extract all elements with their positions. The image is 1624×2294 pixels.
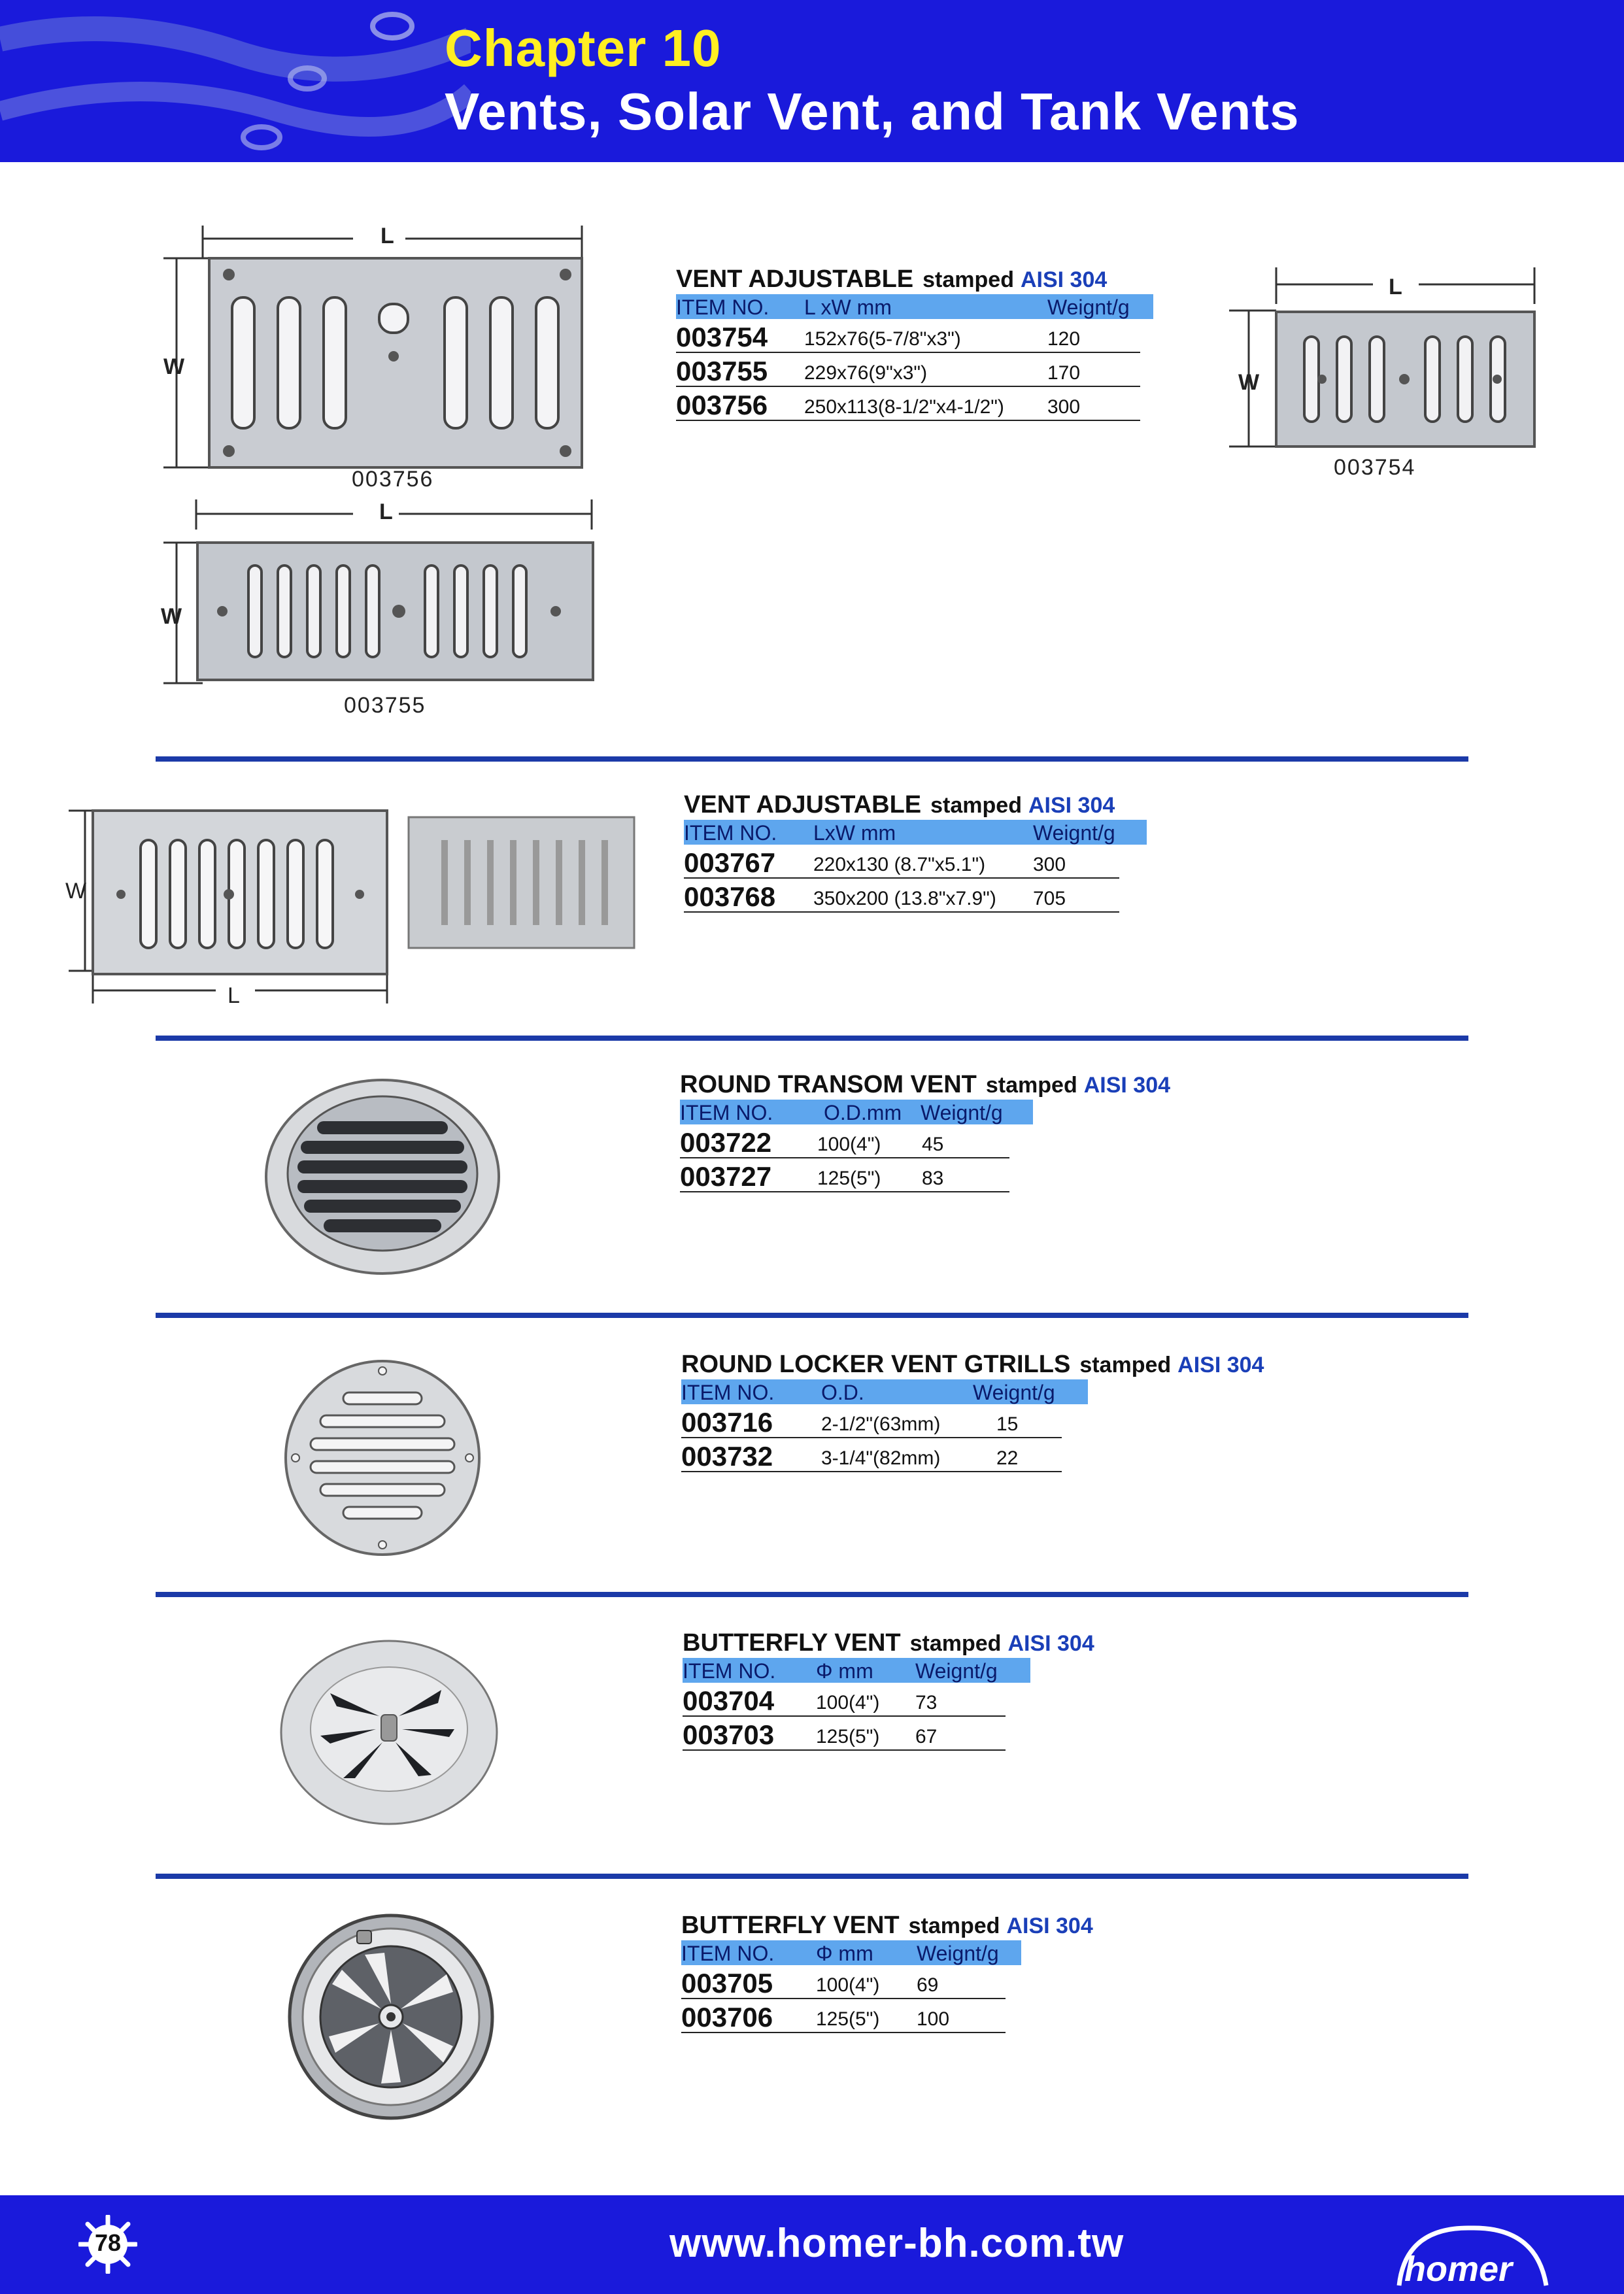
product-round-transom-vent bbox=[680, 1070, 1171, 1192]
vent-adjustable-large-drawing bbox=[59, 804, 660, 1007]
item-code: 003756 bbox=[676, 390, 768, 420]
item-weight: 170 bbox=[1047, 362, 1081, 384]
table-header bbox=[676, 294, 1153, 319]
product-title-line bbox=[680, 1070, 1171, 1100]
col-size: O.D.mm bbox=[824, 1101, 902, 1124]
item-size: 229x76(9"x3") bbox=[804, 362, 928, 384]
item-code: 003768 bbox=[684, 881, 776, 912]
product-title: VENT ADJUSTABLE bbox=[676, 265, 914, 293]
dimension-label-l: L bbox=[379, 499, 394, 524]
table-row bbox=[684, 879, 1119, 913]
logo-text: homer bbox=[1404, 2250, 1513, 2289]
vent-003755-drawing bbox=[157, 497, 667, 686]
table-row bbox=[683, 1717, 1006, 1751]
product-title: BUTTERFLY VENT bbox=[683, 1629, 901, 1657]
item-code: 003722 bbox=[680, 1127, 772, 1158]
dimension-label-l: L bbox=[228, 983, 241, 1008]
page-footer bbox=[0, 2195, 1624, 2294]
butterfly-vent-flat-image bbox=[278, 1638, 500, 1827]
item-size: 100(4") bbox=[816, 1692, 880, 1713]
item-code: 003755 bbox=[676, 356, 768, 386]
chapter-header bbox=[0, 0, 1624, 162]
caption-003756: 003756 bbox=[352, 467, 434, 492]
item-size: 100(4") bbox=[817, 1134, 881, 1155]
product-title: VENT ADJUSTABLE bbox=[684, 791, 922, 818]
material-label: AISI 304 bbox=[1007, 1631, 1094, 1656]
dimension-label-l: L bbox=[381, 224, 396, 248]
product-title-line bbox=[681, 1910, 1093, 1940]
anchor-chain-decoration bbox=[0, 0, 471, 162]
page-number: 78 bbox=[94, 2229, 122, 2256]
item-weight: 45 bbox=[922, 1134, 944, 1155]
product-title: ROUND LOCKER VENT GTRILLS bbox=[681, 1351, 1071, 1378]
table-row bbox=[676, 387, 1140, 421]
item-weight: 15 bbox=[996, 1413, 1019, 1435]
item-code: 003703 bbox=[683, 1719, 775, 1750]
table-row bbox=[676, 353, 1140, 387]
material-label: AISI 304 bbox=[1020, 267, 1108, 292]
product-butterfly-vent-1 bbox=[683, 1628, 1094, 1751]
item-code: 003705 bbox=[681, 1968, 773, 1999]
item-weight: 705 bbox=[1033, 888, 1066, 909]
stamped-label: stamped bbox=[908, 1914, 1000, 1938]
stamped-label: stamped bbox=[930, 793, 1022, 818]
col-item-no: ITEM NO. bbox=[681, 1942, 775, 1965]
item-size: 125(5") bbox=[816, 1726, 880, 1747]
vent-003756-drawing bbox=[157, 219, 601, 474]
col-weight: Weignt/g bbox=[915, 1659, 998, 1683]
item-weight: 67 bbox=[915, 1726, 938, 1747]
col-item-no: ITEM NO. bbox=[676, 295, 770, 319]
dimension-label-w: W bbox=[163, 354, 186, 379]
col-item-no: ITEM NO. bbox=[681, 1381, 775, 1404]
chapter-number: Chapter 10 bbox=[445, 19, 722, 77]
col-weight: Weignt/g bbox=[973, 1381, 1055, 1404]
item-size: 220x130 (8.7"x5.1") bbox=[813, 854, 986, 875]
item-size: 100(4") bbox=[816, 1974, 880, 1996]
item-code: 003754 bbox=[676, 322, 768, 352]
stamped-label: stamped bbox=[909, 1631, 1002, 1656]
table-row bbox=[684, 845, 1119, 879]
product-title: ROUND TRANSOM VENT bbox=[680, 1071, 977, 1098]
product-title-line bbox=[681, 1349, 1264, 1379]
item-size: 125(5") bbox=[817, 1168, 881, 1189]
col-weight: Weignt/g bbox=[917, 1942, 999, 1965]
col-weight: Weignt/g bbox=[921, 1101, 1003, 1124]
item-weight: 73 bbox=[915, 1692, 938, 1713]
table-row bbox=[676, 319, 1140, 353]
section-divider bbox=[156, 1592, 1468, 1597]
table-row bbox=[681, 1404, 1062, 1438]
table-header bbox=[681, 1379, 1088, 1404]
material-label: AISI 304 bbox=[1006, 1914, 1093, 1938]
table-row bbox=[681, 1999, 1006, 2033]
item-code: 003767 bbox=[684, 847, 776, 878]
col-item-no: ITEM NO. bbox=[680, 1101, 773, 1124]
stamped-label: stamped bbox=[985, 1073, 1077, 1098]
round-transom-vent-image bbox=[262, 1075, 503, 1278]
website-url[interactable]: www.homer-bh.com.tw bbox=[669, 2221, 1125, 2266]
item-weight: 300 bbox=[1033, 854, 1066, 875]
section-divider bbox=[156, 1036, 1468, 1041]
table-header bbox=[681, 1940, 1021, 1965]
product-butterfly-vent-2 bbox=[681, 1910, 1093, 2033]
table-header bbox=[680, 1100, 1033, 1124]
item-size: 152x76(5-7/8"x3") bbox=[804, 328, 961, 350]
table-header bbox=[684, 820, 1147, 845]
dimension-label-w: W bbox=[1238, 370, 1261, 395]
col-item-no: ITEM NO. bbox=[683, 1659, 776, 1683]
product-title-line bbox=[683, 1628, 1094, 1658]
chapter-title: Vents, Solar Vent, and Tank Vents bbox=[445, 82, 1300, 141]
product-vent-adjustable-1 bbox=[676, 264, 1153, 421]
product-vent-adjustable-2 bbox=[684, 790, 1147, 913]
product-title-line bbox=[684, 790, 1147, 820]
item-weight: 100 bbox=[917, 2008, 950, 2030]
caption-003755: 003755 bbox=[344, 693, 426, 718]
item-code: 003716 bbox=[681, 1407, 773, 1438]
material-label: AISI 304 bbox=[1177, 1353, 1264, 1377]
table-header bbox=[683, 1658, 1030, 1683]
page-number-badge bbox=[78, 2215, 137, 2274]
item-size: 125(5") bbox=[816, 2008, 880, 2030]
table-row bbox=[680, 1158, 1009, 1192]
col-size: Φ mm bbox=[816, 1659, 873, 1683]
table-row bbox=[681, 1965, 1006, 1999]
item-size: 3-1/4"(82mm) bbox=[821, 1447, 941, 1469]
dimension-label-w: W bbox=[161, 604, 184, 629]
item-weight: 69 bbox=[917, 1974, 939, 1996]
material-label: AISI 304 bbox=[1083, 1073, 1171, 1098]
dimension-label-w: W bbox=[65, 879, 88, 903]
item-size: 350x200 (13.8"x7.9") bbox=[813, 888, 996, 909]
product-title: BUTTERFLY VENT bbox=[681, 1912, 900, 1939]
col-weight: Weignt/g bbox=[1047, 295, 1130, 319]
dimension-label-l: L bbox=[1389, 275, 1404, 299]
stamped-label: stamped bbox=[922, 267, 1014, 292]
stamped-label: stamped bbox=[1079, 1353, 1172, 1377]
table-row bbox=[683, 1683, 1006, 1717]
vent-003754-drawing bbox=[1223, 265, 1543, 451]
col-item-no: ITEM NO. bbox=[684, 821, 777, 845]
product-title-line bbox=[676, 264, 1153, 294]
col-size: Φ mm bbox=[816, 1942, 873, 1965]
col-size: O.D. bbox=[821, 1381, 864, 1404]
material-label: AISI 304 bbox=[1028, 793, 1115, 818]
section-divider bbox=[156, 1313, 1468, 1318]
item-weight: 300 bbox=[1047, 396, 1081, 418]
col-size: L xW mm bbox=[804, 295, 892, 319]
item-weight: 120 bbox=[1047, 328, 1081, 350]
item-weight: 22 bbox=[996, 1447, 1019, 1469]
col-size: LxW mm bbox=[813, 821, 896, 845]
caption-003754: 003754 bbox=[1334, 455, 1416, 480]
section-divider bbox=[156, 1874, 1468, 1879]
item-code: 003706 bbox=[681, 2002, 773, 2033]
butterfly-vent-dome-image bbox=[286, 1912, 496, 2121]
item-code: 003732 bbox=[681, 1441, 773, 1472]
item-code: 003727 bbox=[680, 1161, 772, 1192]
homer-logo bbox=[1386, 2220, 1556, 2292]
section-divider bbox=[156, 756, 1468, 762]
item-weight: 83 bbox=[922, 1168, 944, 1189]
item-size: 2-1/2"(63mm) bbox=[821, 1413, 941, 1435]
product-round-locker-vent bbox=[681, 1349, 1264, 1472]
col-weight: Weignt/g bbox=[1033, 821, 1115, 845]
item-code: 003704 bbox=[683, 1685, 775, 1716]
table-row bbox=[680, 1124, 1009, 1158]
table-row bbox=[681, 1438, 1062, 1472]
item-size: 250x113(8-1/2"x4-1/2") bbox=[804, 396, 1004, 418]
round-locker-vent-image bbox=[281, 1357, 484, 1559]
